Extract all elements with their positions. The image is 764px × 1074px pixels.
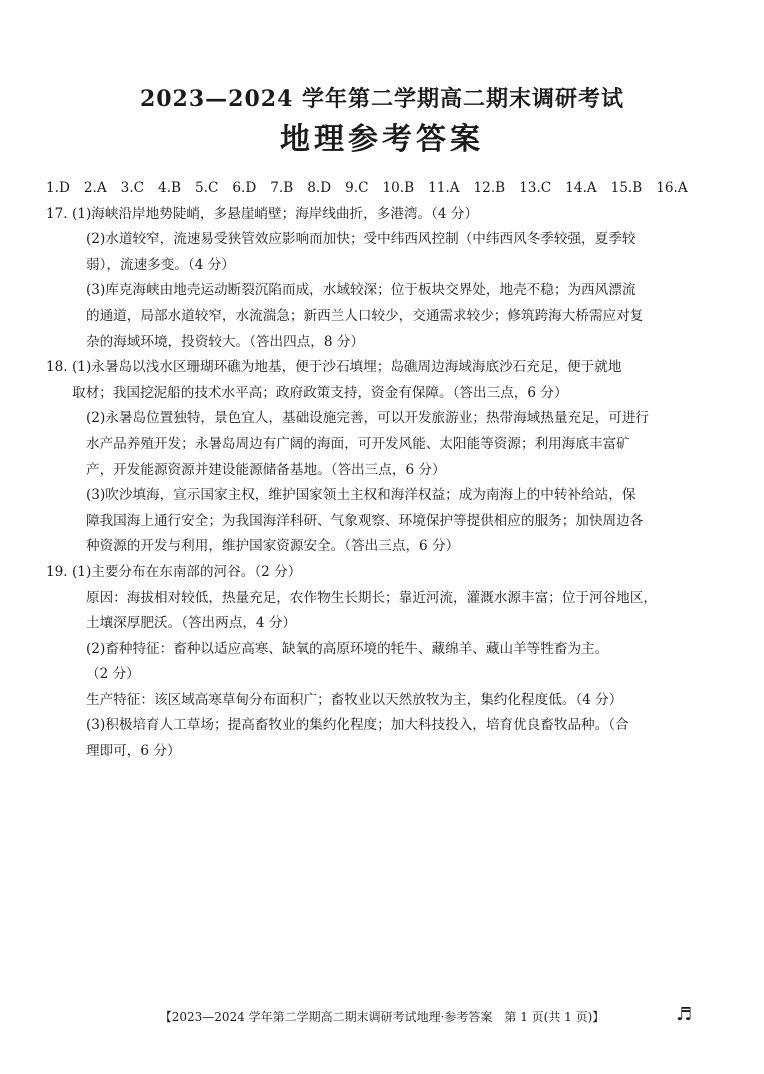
answer-line: (2)永暑岛位置独特，景色宜人，基础设施完善，可以开发旅游业；热带海域热量充足，可进行 bbox=[86, 410, 650, 427]
answer-part bbox=[72, 483, 702, 560]
page-footer: 【2023—2024 学年第二学期高二期末调研考试地理·参考答案 第 1 页(共 1 页)】 bbox=[159, 1010, 605, 1024]
answer-line: (3)吹沙填海，宣示国家主权，维护国家领土主权和海洋权益；成为南海上的中转补给站，保 bbox=[86, 487, 636, 504]
answer-line: 取材；我国挖泥船的技术水平高；政府政策支持，资金有保障。（答出三点，6 分） bbox=[72, 384, 568, 401]
answer-line: 杂的海域环境，投资较大。（答出四点，8 分） bbox=[86, 333, 365, 350]
question-number: 17. bbox=[46, 205, 68, 222]
answer-item: 3.C bbox=[120, 180, 145, 196]
question-19 bbox=[46, 560, 702, 765]
answer-line: (1)主要分布在东南部的河谷。（2 分） bbox=[72, 563, 302, 580]
answer-item: 4.B bbox=[158, 180, 182, 196]
answer-item: 15.B bbox=[610, 180, 643, 196]
answer-item: 14.A bbox=[565, 180, 597, 196]
answer-part bbox=[72, 202, 702, 228]
answer-part bbox=[72, 637, 702, 688]
answer-line: (2)畜种特征：畜种以适应高寒、缺氧的高原环境的牦牛、藏绵羊、藏山羊等牲畜为主。 bbox=[86, 640, 609, 657]
exam-title: 2023—2024 学年第二学期高二期末调研考试 bbox=[139, 86, 625, 112]
answer-part bbox=[72, 278, 702, 355]
question-number: 19. bbox=[46, 563, 68, 580]
answer-line: 障我国海上通行安全；为我国海洋科研、气象观察、环境保护等提供相应的服务；加快周边各 bbox=[86, 512, 644, 529]
answer-item: 12.B bbox=[473, 180, 506, 196]
answer-item: 6.D bbox=[232, 180, 257, 196]
answer-line: 生产特征：该区域高寒草甸分布面积广；畜牧业以天然放牧为主，集约化程度低。（4 分） bbox=[86, 691, 623, 708]
answer-line: (1)永暑岛以浅水区珊瑚环礁为地基，便于沙石填埋；岛礁周边海域海底沙石充足，便于就地 bbox=[72, 359, 622, 376]
answer-line: (3)积极培育人工草场；提高畜牧业的集约化程度；加大科技投入，培育优良畜牧品种。（合 bbox=[86, 717, 629, 734]
question-18 bbox=[46, 355, 702, 560]
answer-item: 9.C bbox=[345, 180, 369, 196]
question-17 bbox=[46, 202, 702, 356]
answer-line: (3)库克海峡由地壳运动断裂沉陷而成，水域较深；位于板块交界处，地壳不稳；为西风漂流 bbox=[86, 282, 636, 299]
answer-line: (2)水道较窄，流速易受狭管效应影响而加快；受中纬西风控制（中纬西风冬季较强，夏季较 bbox=[86, 231, 636, 248]
answer-item: 13.C bbox=[519, 180, 552, 196]
answer-part bbox=[72, 688, 702, 714]
answer-part bbox=[72, 406, 702, 483]
answer-line: 理即可，6 分） bbox=[86, 743, 181, 760]
answer-line: 种资源的开发与利用，维护国家资源安全。（答出三点，6 分） bbox=[86, 538, 460, 555]
answer-line: 水产品养殖开发；永暑岛周边有广阔的海面，可开发风能、太阳能等资源；利用海底丰富矿 bbox=[86, 435, 630, 452]
answer-item: 8.D bbox=[307, 180, 332, 196]
answer-content bbox=[46, 176, 702, 765]
answer-line: 弱），流速多变。（4 分） bbox=[86, 256, 235, 273]
answer-line: 土壤深厚肥沃。（答出两点，4 分） bbox=[86, 615, 297, 632]
answer-item: 10.B bbox=[382, 180, 415, 196]
answer-item: 1.D bbox=[46, 180, 70, 196]
question-number: 18. bbox=[46, 359, 68, 376]
answer-key-title: 地理参考答案 bbox=[280, 122, 484, 157]
answer-part bbox=[72, 560, 702, 586]
answer-item: 2.A bbox=[83, 180, 107, 196]
answer-item: 7.B bbox=[270, 180, 294, 196]
answer-item: 11.A bbox=[428, 180, 460, 196]
music-note-icon: ♬ bbox=[676, 1004, 693, 1025]
answer-line: (1)海峡沿岸地势陡峭，多悬崖峭壁；海岸线曲折，多港湾。（4 分） bbox=[72, 205, 479, 222]
answer-item: 5.C bbox=[195, 180, 219, 196]
answer-item: 16.A bbox=[656, 180, 688, 196]
answer-part bbox=[72, 355, 702, 406]
answer-line: 产，开发能源资源并建设能源储备基地。（答出三点，6 分） bbox=[86, 461, 446, 478]
answer-line: 的通道，局部水道较窄，水流湍急；新西兰人口较少，交通需求较少；修筑跨海大桥需应对复 bbox=[86, 307, 644, 324]
answer-part bbox=[72, 586, 702, 637]
multiple-choice-answers bbox=[46, 176, 702, 202]
answer-line: （2 分） bbox=[86, 666, 140, 683]
answer-part bbox=[72, 713, 702, 764]
answer-line: 原因：海拔相对较低，热量充足，农作物生长期长；靠近河流，灌溉水源丰富；位于河谷地区， bbox=[86, 589, 657, 606]
answer-part bbox=[72, 227, 702, 278]
